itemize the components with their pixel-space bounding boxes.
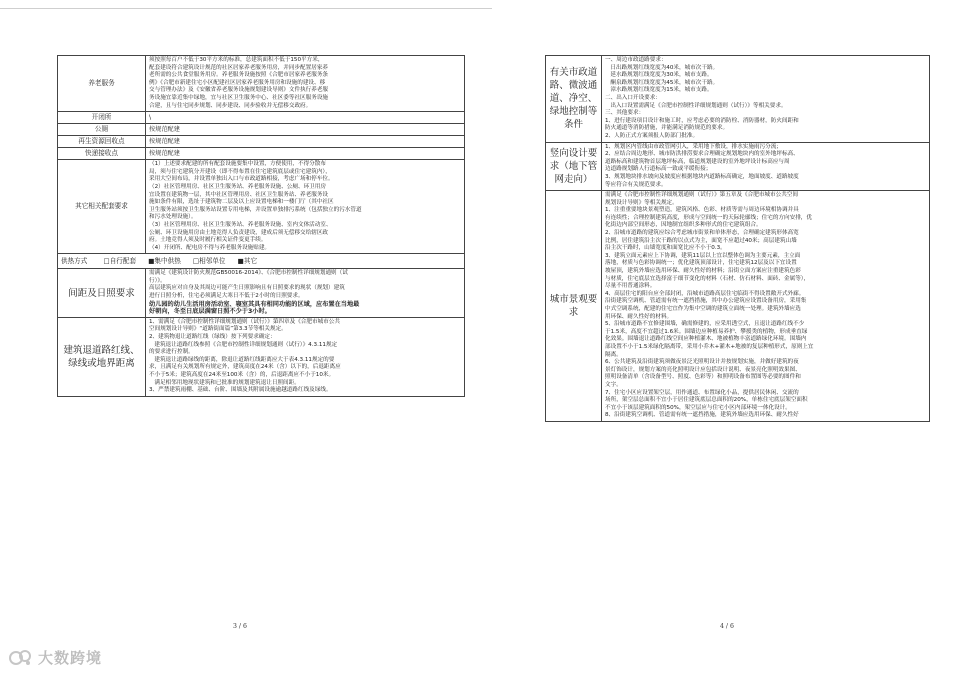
text-line: 防火通道等消防措施，并能满足消防规范的要求。	[605, 125, 729, 132]
text-line: 2、建筑物退让道路红线（绿线）按下列要求确定：	[149, 334, 276, 341]
text-line: 7、住宅小区应设置架空层，用作通道、布置绿化小品，提供居民休闲、交流的	[605, 389, 799, 396]
text-line: 公厕、环卫设施用房由土地竞得人负责建设，建成后须无偿移交给辖区政	[149, 229, 329, 236]
text-line: 1、规划区内管线由市政管网引入，采用地下敷设，排水实施雨污分流；	[605, 143, 782, 150]
text-line: 建筑退让道路红线参照《合肥市控制性详细规划通则（试行）》4.3.11规定	[149, 341, 338, 348]
watermark-logo-icon	[8, 648, 34, 668]
row-label: 建筑退道路红线、绿线或地界距离	[58, 317, 146, 396]
text-line: 的要求进行控制。	[149, 349, 194, 356]
row-vertical-design	[546, 142, 930, 191]
watermark-text: 大数跨境	[38, 649, 103, 667]
document-page-4	[545, 55, 930, 630]
text-line: 出入口设置需满足《合肥市控制性详细规划通则（试行）》等相关要求。	[605, 102, 787, 109]
text-line: 1、需满足《合肥市控制性详细规划通则（试行）》第四章及《合肥市城市公共	[149, 318, 340, 325]
text-line: 与材质，住宅底层宜选择富于细节变化的材料（石材、仿石材料、面砖、金属等），	[605, 275, 810, 282]
text-line: 需满足《建筑设计防火规范GB50016-2014》、《合肥市控制性详细规划通则（试	[149, 270, 348, 277]
text-line: 等应符合有关规范要求。	[605, 181, 667, 188]
text-line: 酮泉路规划红线宽度为45米，城市次干路。	[605, 79, 719, 86]
text-line: （2）社区管理用房、社区卫生服务站、养老服务设施、公厕、环卫用房	[149, 183, 326, 190]
text-line: 有连续性；合理控制建筑高度，形成与空间统一的天际轮廓线；住宅的方向安排，优	[605, 214, 812, 221]
text-line: 漳水路规划红线宽度为15米，城市支路。	[605, 87, 713, 94]
text-line: 坡屋顶，建筑外墙应选用环保、耐久性好的材料；沿街立面方案应注重建筑色彩	[605, 268, 801, 275]
row-label: 养老服务	[58, 56, 146, 112]
text-line: 宜设置在建筑物一层，其中社区管理用房、社区卫生服务站、养老服务设	[149, 191, 329, 198]
row-building-setback	[58, 317, 465, 396]
row-body	[146, 269, 465, 318]
planning-conditions-table-right	[545, 55, 930, 422]
row-urban-landscape	[546, 191, 930, 422]
text-line: 尽量不用普通涂料。	[605, 283, 656, 290]
text-line: 3、规划地块排水坡向及坡度应根据地块内道路标高确定，地面坡度、道路坡度	[605, 173, 799, 180]
text-line: 建筑退让道路绿线的距离，除退让道路红线距离应大于表4.3.11规定的要	[149, 356, 335, 363]
text-line: 一、周边市政道路要求：	[605, 57, 667, 63]
row-elderly-service	[58, 56, 465, 112]
text-line: 局，须与住宅建筑分开建设（即不得布置在住宅建筑底层或住宅建筑内），	[149, 168, 331, 175]
text-line: 老所需的公共食堂服务用房。养老服务设施按照《合肥市居家养老服务条	[149, 72, 329, 79]
checkbox-adjacent-unit: □相邻单位	[192, 257, 226, 266]
page-number: 3 / 6	[233, 623, 247, 630]
text-line: 化效果。围墙退让道路红线空间应种植灌木、地被植物丰富道路绿化环境。围墙内	[605, 336, 807, 343]
text-line: 二、出入口开设要求：	[605, 94, 661, 101]
text-line: 务设施宜靠近集中绿地，宜与社区卫生服务中心、社区委等社区服务设施	[149, 94, 329, 101]
row-body	[146, 160, 465, 254]
checkbox-self-supply: □自行配套	[103, 257, 137, 266]
row-label: 供热方式	[61, 257, 88, 266]
text-line: 化街边内部空间形态，因地制宜组织多种形式的住宅建筑组合。	[605, 222, 762, 229]
text-line: 进行日照分析，住宅必须满足大寒日不低于2小时的日照要求。	[149, 293, 304, 300]
text-line: 三、其他要求：	[605, 110, 645, 117]
heating-supply-options	[58, 254, 465, 269]
text-line: 1、注重重要地块景观塑造，建筑风格、色彩、材质等需与周边环境相协调并具	[605, 207, 799, 214]
text-line: 落地，材质与色彩协调统一；优化建筑顶部设计，住宅建筑12层及以下宜设置	[605, 260, 797, 267]
text-line: 4、高层住宅的阳台应全部封闭，沿城市道路高层住宅临街不得设置敞开式外廊。	[605, 290, 805, 297]
text-line: 卫生服务站须按卫生服务站设置专用电梯，并设置单独排污系统（包括独立的污水管道	[149, 206, 362, 213]
text-line: 求，且满足有关规划所有规定外，建筑高度在24米（含）以下的，后退距离应	[149, 364, 341, 371]
row-value: 按规范配建	[146, 124, 465, 136]
row-value: 按规范配建	[146, 148, 465, 160]
text-line: （4）开闭所、配电房不得与养老服务设施贴建。	[149, 244, 271, 251]
row-label: 开闭所	[58, 112, 146, 124]
row-value: \	[146, 112, 465, 124]
text-line: 例》《合肥市新建住宅小区配建社区居家养老服务用房和设施的建设、移	[149, 79, 326, 86]
text-line: 5、沿城市道路不宜修建围墙，确需修建的，应采用透空式，且退让道路红线不少	[605, 321, 805, 328]
text-line: 交与管理办法》及《安徽省养老服务设施规划建设导则》文件执行养老服	[149, 87, 329, 94]
text-line: 中式空调系统，配建的住宅宜作为集中空调的建筑立面统一处理。建筑外墙应选	[605, 306, 801, 312]
text-line: 照明设备清单（含设备型号、照度、色彩等）和照明设备布置图等必要的图件和	[605, 374, 801, 381]
row-body	[146, 317, 465, 396]
row-other-facilities	[58, 160, 465, 254]
row-body	[602, 191, 930, 422]
text-line: 沿主次干路时，山墙宽度和面宽比应不小于0.3。	[605, 245, 726, 252]
text-line: 2、应结合周边地形、城市防洪排涝要求合理确定规划地块内的室外地坪标高、	[605, 151, 799, 158]
text-line: 用环保、耐久性好的材料。	[605, 313, 673, 320]
checkbox-central-heating: ■集中供热	[148, 257, 181, 266]
row-recycling-point	[58, 136, 465, 148]
text-line: 沿街建筑空调机、管道需有统一遮挡措施，其中办公建筑应设置设备用房，采用集	[605, 298, 807, 305]
row-express-point	[58, 148, 465, 160]
text-line: 场所，架空层总面积不宜小于居住建筑底层总面积的20%，单栋住宅底层架空面积	[605, 397, 808, 404]
text-line: 道路标高和建筑物首层地坪标高，临道规划建设的室外地坪设计标高应与周	[605, 158, 790, 165]
text-line: 3、严禁建筑雨棚、基础、台阶、围墙及其附属设施逾越道路红线及绿线。	[149, 387, 332, 394]
top-rule	[0, 8, 492, 9]
row-public-toilet	[58, 124, 465, 136]
text-line: 合建，且与住宅同步规划、同步建设、同步验收并无偿移交政府。	[149, 102, 312, 109]
row-label: 其它相关配套要求	[58, 160, 146, 254]
row-label: 公厕	[58, 124, 146, 136]
row-municipal-roads	[546, 56, 930, 143]
text-line: 于1.5米，高度不宜超过1.6米。围墙边应种植易养护、攀援类的植物，形成垂直绿	[605, 328, 808, 335]
text-line: 日出路规划红线宽度为40米，城市次干路。	[605, 64, 719, 71]
text-line: 府。土地竞得人须及时履行相关证件变更手续。	[149, 237, 267, 244]
text-line: 边道路规划路人行道标高一致或平缓衔接；	[605, 166, 712, 173]
text-line: 景灯饰设计，规划方案的亮化照明设计应包括设计说明、夜景亮化照明效果图、	[605, 366, 801, 373]
text-line: 比例，居住建筑沿主次干路的以点式为主，面宽不应超过40米；高层建筑山墙	[605, 237, 797, 244]
text-line: 1、进行建设项目设计和施工时，应考虑必要的消防栓、消防器材，防火间距和	[605, 117, 799, 124]
row-sunlight-spacing	[58, 269, 465, 318]
text-line: 须按照每百户不低于30平方米的标准，总建筑面积不低于150平方米，	[149, 57, 324, 63]
row-label: 城市景观要求	[546, 191, 602, 422]
row-label: 间距及日照要求	[58, 269, 146, 318]
text-line: 3、建筑立面元素应上下协调，建筑11层以上宜以整体色调为主要元素，主立面	[605, 252, 801, 259]
text-line: 隔离。	[605, 351, 622, 358]
text-line: 空间规划设计导则》“道路街面篇”第3.3节等相关规定。	[149, 326, 287, 333]
row-body	[602, 142, 930, 191]
text-line: 采用大空间布局，并设置单独出入口与市政道路相接，考虑广场和停车位。	[149, 176, 334, 183]
text-line: 施如条件有限，选址于建筑物二层及以上应设置电梯和一楼门厅（其中社区	[149, 199, 334, 206]
text-line: 不小于5米；建筑高度在24米至100米（含）的，后退距离应不小于10米。	[149, 372, 335, 378]
row-body	[146, 56, 465, 112]
watermark	[8, 647, 102, 668]
text-line: （1）上述要求配建的所有配套设施要集中设置，方便使用，不得分散布	[149, 161, 326, 168]
checkbox-other: ■其它	[237, 257, 258, 266]
text-line: 满足相邻用地现状建筑和已批准的规划建筑退让日照间距。	[149, 379, 300, 386]
page-number: 4 / 6	[720, 623, 734, 630]
text-line: 规划设计导则》等相关规定。	[605, 199, 678, 206]
document-page-3	[57, 55, 465, 630]
row-switching-station	[58, 112, 465, 124]
text-line: 和污水处理设施）。	[149, 214, 197, 221]
text-line: 8、沿街建筑空调机、管道需有统一遮挡措施，建筑外墙应选用环保、耐久性好	[605, 412, 799, 419]
text-line: 延水路规划红线宽度为30米，城市支路。	[605, 72, 713, 79]
row-label: 快递接收点	[58, 148, 146, 160]
row-value: 按规范配建	[146, 136, 465, 148]
bold-text-line: 幼儿园的幼儿生活用房活动室、寝室其具有相同功能的区域，应布置在当地最	[149, 300, 360, 308]
text-line: 6、公共建筑及沿街建筑须做夜景泛光照明设计并按规划实施，并做好建筑的夜	[605, 359, 799, 366]
text-line: 高层建筑应对自身及其周边可能产生日照影响且有日照要求的现状（规划）建筑	[149, 285, 345, 292]
row-label: 再生资源回收点	[58, 136, 146, 148]
text-line: 2、沿城市道路的建筑应综合考虑城市街景和单体形态，合理确定建筑形体高宽	[605, 230, 799, 237]
row-label: 有关市政道路、微波通道、净空、绿地控制等条件	[546, 56, 602, 143]
text-line: 配套建设符合建筑设计规范的社区居家养老服务用房，并同步配置居家养	[149, 64, 329, 71]
text-line: 不宜小于该层建筑面积的50%，架空层应与住宅小区内部环境一体化设计。	[605, 404, 791, 411]
row-heating-supply	[58, 254, 465, 269]
planning-conditions-table-left	[57, 55, 465, 397]
text-line: 文字。	[605, 381, 622, 388]
bold-text-line: 好朝向，冬至日底层满窗日照不少于3小时。	[149, 308, 271, 316]
text-line: （3）社区管理用房、社区卫生服务站、养老服务设施、室内文体活动室、	[149, 221, 332, 228]
text-line: 部设置不小于1.5米绿化隔离带，采用小乔木+灌木+地被的复层种植形式，原则上宜	[605, 343, 814, 350]
row-body	[602, 56, 930, 143]
row-label: 竖向设计要求（地下管网走向）	[546, 142, 602, 191]
text-line: 2、人防正式方案须报人防部门批准。	[605, 132, 699, 139]
text-line: 行）》。	[149, 277, 166, 284]
text-line: 需满足《合肥市控制性详细规划通则（试行）》第五章及《合肥市城市公共空间	[605, 192, 798, 199]
